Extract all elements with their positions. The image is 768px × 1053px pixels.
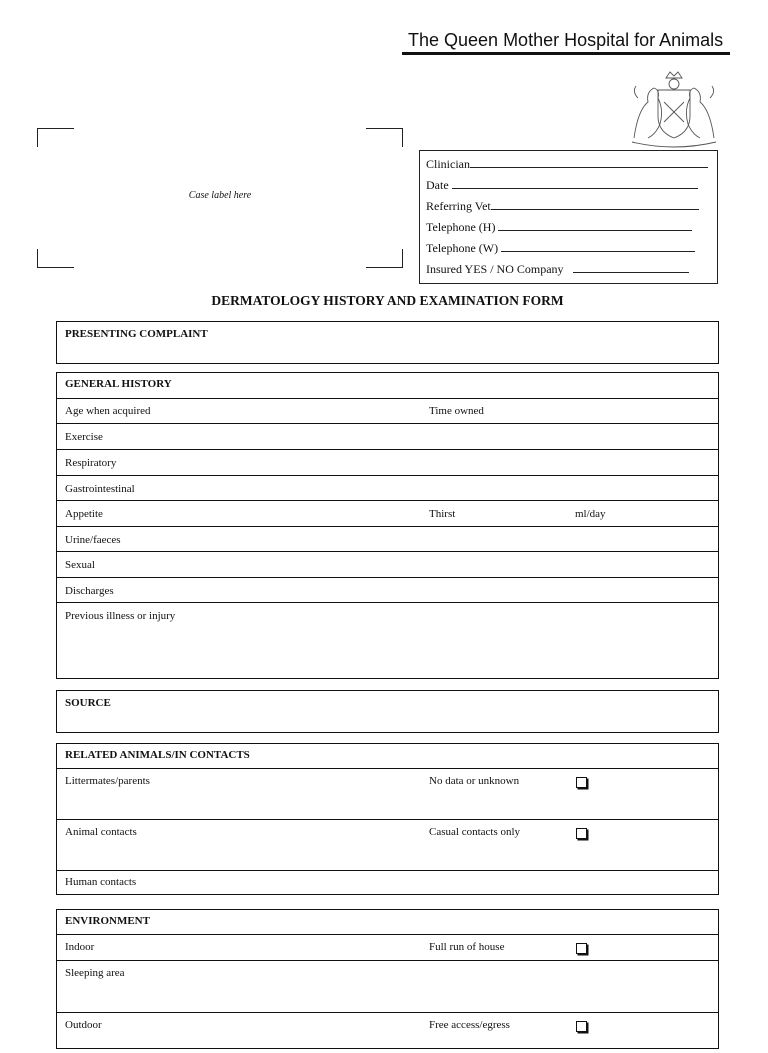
respiratory-label: Respiratory: [65, 457, 117, 469]
case-label-corner-tr: [366, 128, 403, 147]
case-label-corner-tl: [37, 128, 74, 147]
clinician-info-box: [419, 150, 718, 284]
full-run-checkbox[interactable]: [576, 943, 587, 954]
table-row[interactable]: [57, 1012, 718, 1053]
sleeping-area-label: Sleeping area: [65, 967, 125, 979]
sexual-label: Sexual: [65, 559, 95, 571]
appetite-label: Appetite: [65, 508, 103, 520]
littermates-label: Littermates/parents: [65, 775, 150, 787]
table-row[interactable]: [57, 870, 718, 895]
outdoor-label: Outdoor: [65, 1019, 102, 1031]
table-row[interactable]: [57, 449, 718, 476]
casual-contacts-checkbox[interactable]: [576, 828, 587, 839]
table-row[interactable]: [57, 423, 718, 450]
table-row[interactable]: [57, 398, 718, 424]
no-data-checkbox[interactable]: [576, 777, 587, 788]
case-label-corner-br: [366, 249, 403, 268]
table-row[interactable]: [57, 602, 718, 679]
table-row[interactable]: [57, 768, 718, 820]
indoor-label: Indoor: [65, 941, 95, 953]
hospital-name: The Queen Mother Hospital for Animals: [408, 30, 724, 50]
discharges-label: Discharges: [65, 585, 114, 597]
related-animals-section: [56, 743, 719, 895]
table-row[interactable]: [57, 475, 718, 501]
time-owned-label: Time owned: [429, 405, 484, 417]
free-access-label: Free access/egress: [429, 1019, 510, 1031]
case-label-placeholder: Case label here: [188, 190, 252, 201]
referring-vet-field[interactable]: Referring Vet: [426, 199, 699, 214]
header-rule: [402, 52, 730, 55]
table-row[interactable]: [57, 960, 718, 1013]
telephone-work-field[interactable]: Telephone (W): [426, 241, 695, 256]
table-row[interactable]: [57, 500, 718, 527]
source-section[interactable]: [56, 690, 719, 733]
insured-field[interactable]: Insured YES / NO Company: [426, 262, 689, 277]
previous-illness-label: Previous illness or injury: [65, 610, 176, 622]
thirst-unit-label: ml/day: [575, 508, 606, 520]
animal-contacts-label: Animal contacts: [65, 826, 137, 838]
presenting-complaint-section[interactable]: [56, 321, 719, 364]
table-row[interactable]: [57, 551, 718, 578]
human-contacts-label: Human contacts: [65, 876, 137, 888]
table-row[interactable]: [57, 577, 718, 603]
free-access-checkbox[interactable]: [576, 1021, 587, 1032]
general-history-heading: GENERAL HISTORY: [65, 378, 172, 390]
table-row[interactable]: [57, 934, 718, 961]
environment-section: [56, 909, 719, 1049]
date-field[interactable]: Date: [426, 178, 698, 193]
age-acquired-label: Age when acquired: [65, 405, 151, 417]
related-animals-heading: RELATED ANIMALS/IN CONTACTS: [65, 749, 250, 761]
table-row[interactable]: [57, 819, 718, 871]
full-run-label: Full run of house: [429, 941, 505, 953]
case-label-corner-bl: [37, 249, 74, 268]
casual-contacts-label: Casual contacts only: [429, 826, 521, 838]
thirst-label: Thirst: [429, 508, 456, 520]
exercise-label: Exercise: [65, 431, 103, 443]
presenting-complaint-heading: PRESENTING COMPLAINT: [65, 328, 208, 340]
telephone-home-field[interactable]: Telephone (H): [426, 220, 692, 235]
clinician-field[interactable]: Clinician: [426, 157, 708, 172]
table-row[interactable]: [57, 526, 718, 552]
general-history-section: [56, 372, 719, 679]
source-heading: SOURCE: [65, 697, 111, 709]
environment-heading: ENVIRONMENT: [65, 915, 150, 927]
urine-label: Urine/faeces: [65, 534, 121, 546]
hospital-crest-icon: [628, 68, 720, 148]
gastrointestinal-label: Gastrointestinal: [65, 483, 135, 495]
form-title: DERMATOLOGY HISTORY AND EXAMINATION FORM: [211, 293, 564, 308]
no-data-label: No data or unknown: [429, 775, 520, 787]
